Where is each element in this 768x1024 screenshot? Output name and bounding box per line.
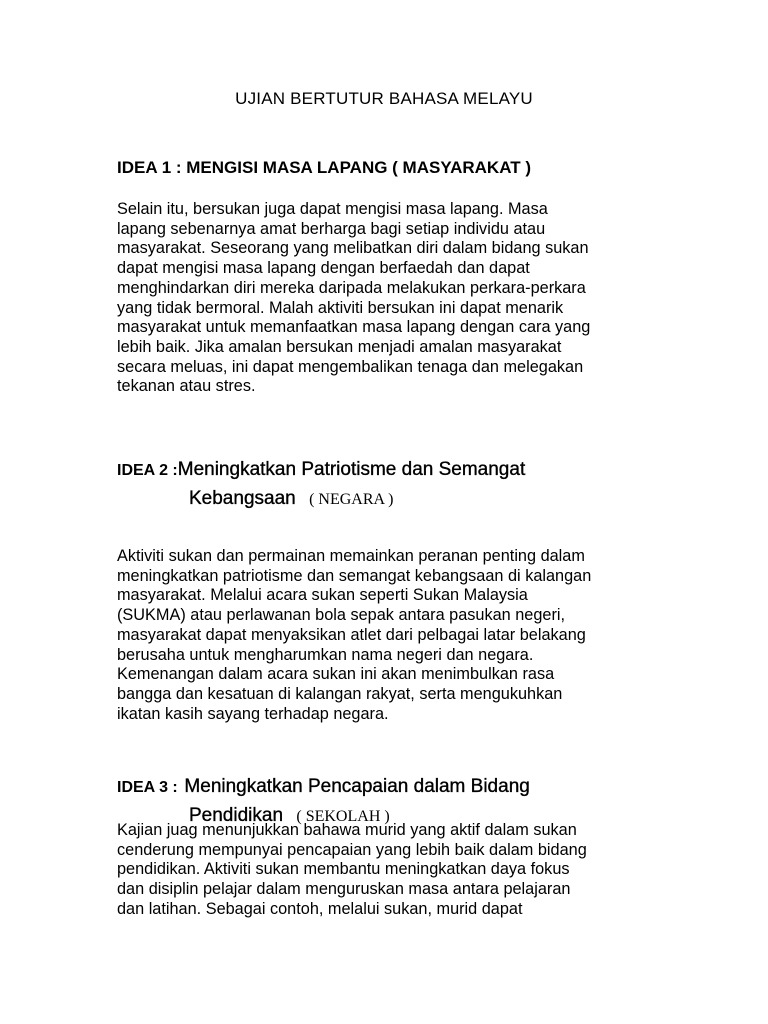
idea-2-heading-line2-wrap <box>117 484 677 513</box>
idea-2-paragraph: Aktiviti sukan dan permainan memainkan peranan penting dalam meningkatkan patriotisme dan semangat kebangsaan di kalangan masyarakat. Melalui acara sukan seperti Sukan Malaysia (SUKMA) atau perlawanan bola sepak antara pasukan negeri, masyarakat dapat menyaksikan atlet dari pelbagai latar belakang berusaha untuk mengharumkan nama negeri dan negara. Kemenangan dalam acara sukan ini akan menimbulkan rasa bangga dan kesatuan di kalangan rakyat, serta mengukuhkan ikatan kasih sayang terhadap negara. <box>117 547 592 723</box>
idea-2-heading <box>117 455 677 513</box>
idea-3-heading-prefix: IDEA 3 : <box>117 779 178 796</box>
document-title: UJIAN BERTUTUR BAHASA MELAYU <box>235 89 533 108</box>
idea-2-heading-tag: ( NEGARA ) <box>309 491 394 508</box>
idea-2-heading-line2: Kebangsaan <box>189 488 296 509</box>
idea-2-heading-prefix: IDEA 2 : <box>117 462 178 479</box>
idea-1-heading: IDEA 1 : MENGISI MASA LAPANG ( MASYARAKAT ) <box>117 158 531 177</box>
idea-3-heading-tag: ( SEKOLAH ) <box>296 808 390 825</box>
idea-3-heading-line1: Meningkatkan Pencapaian dalam Bidang <box>184 776 530 797</box>
idea-3-heading-line2: Pendidikan <box>189 805 284 826</box>
idea-1-paragraph: Selain itu, bersukan juga dapat mengisi masa lapang. Masa lapang sebenarnya amat berharga bagi setiap individu atau masyarakat. Seseorang yang melibatkan diri dalam bidang sukan dapat mengisi masa lapang dengan berfaedah dan dapat menghindarkan diri mereka daripada melakukan perkara-perkara yang tidak bermoral. Malah aktiviti bersukan ini dapat menarik masyarakat untuk memanfaatkan masa lapang dengan cara yang lebih baik. Jika amalan bersukan menjadi amalan masyarakat secara meluas, ini dapat mengembalikan tenaga dan melegakan tekanan atau stres. <box>117 200 591 396</box>
idea-2-heading-line1: Meningkatkan Patriotisme dan Semangat <box>177 459 526 480</box>
idea-3-paragraph: Kajian juag menunjukkan bahawa murid yang aktif dalam sukan cenderung mempunyai pencapaian yang lebih baik dalam bidang pendidikan. Aktiviti sukan membantu meningkatkan daya fokus dan disiplin pelajar dalam menguruskan masa antara pelajaran dan latihan. Sebagai contoh, melalui sukan, murid dapat <box>117 821 587 918</box>
